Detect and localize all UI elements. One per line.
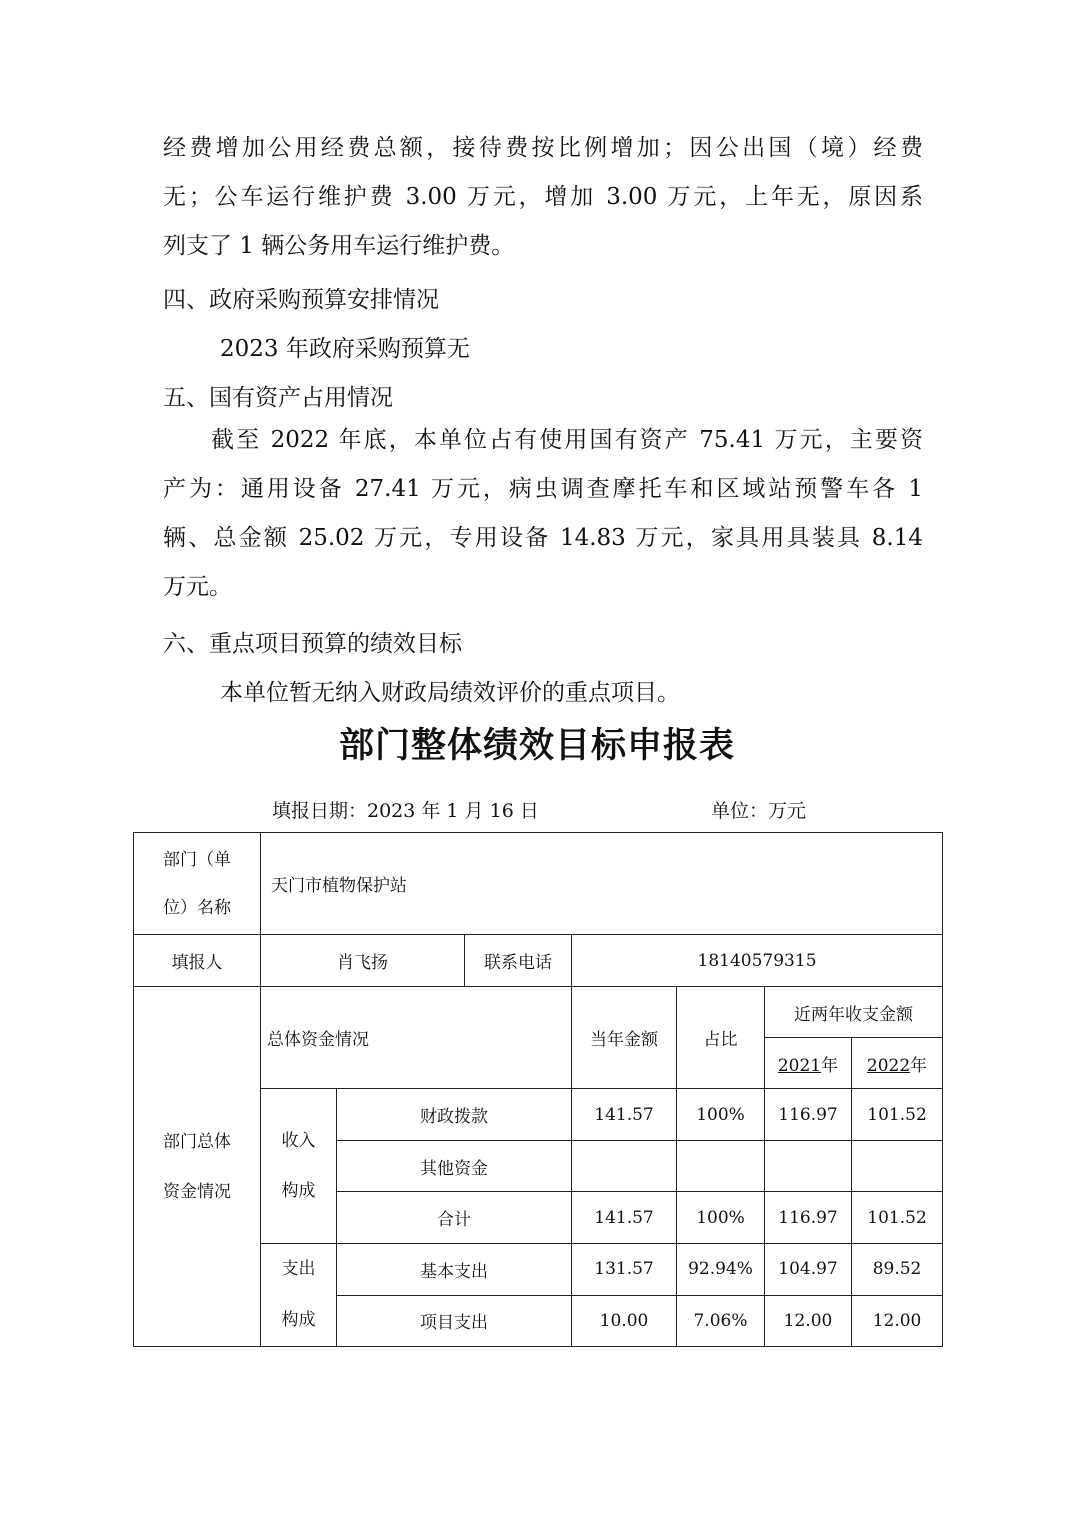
col-header-ratio: 占比 xyxy=(677,987,765,1089)
cell-current: 141.57 xyxy=(572,1192,677,1244)
row-label: 基本支出 xyxy=(337,1244,572,1296)
filler-label: 填报人 xyxy=(134,935,261,987)
row-label: 合计 xyxy=(337,1192,572,1244)
label-line: 位）名称 xyxy=(163,897,231,918)
year-suffix: 年 xyxy=(910,1055,928,1076)
cell-2022: 12.00 xyxy=(852,1295,943,1347)
section-heading-assets: 五、国有资产占用情况 xyxy=(163,385,393,411)
row-label: 项目支出 xyxy=(337,1295,572,1347)
cell-2022: 101.52 xyxy=(852,1089,943,1141)
label-line: 构成 xyxy=(281,1310,316,1330)
cell-ratio: 100% xyxy=(677,1192,765,1244)
col-header-2021 xyxy=(765,1038,852,1089)
paragraph-assets xyxy=(163,416,923,612)
cell-2022: 101.52 xyxy=(852,1192,943,1244)
performance-form-table xyxy=(133,832,943,1347)
income-label xyxy=(261,1089,337,1244)
col-header-recent: 近两年收支金额 xyxy=(765,987,943,1038)
year-2022: 2022 xyxy=(866,1055,911,1076)
cell-2021: 104.97 xyxy=(765,1244,852,1296)
table-row xyxy=(134,987,943,1038)
unit-label: 单位：万元 xyxy=(711,800,807,822)
label-line: 构成 xyxy=(281,1181,316,1201)
year-suffix: 年 xyxy=(821,1055,839,1076)
text-line: 万元。 xyxy=(163,574,232,600)
text-line: 经费增加公用经费总额，接待费按比例增加；因公出国（境）经费 xyxy=(163,135,923,161)
cell-ratio: 100% xyxy=(677,1089,765,1141)
paragraph-public-funds xyxy=(163,124,923,271)
cell-current: 131.57 xyxy=(572,1244,677,1296)
cell-2022 xyxy=(852,1141,943,1192)
paragraph-procurement: 2023 年政府采购预算无 xyxy=(220,336,470,362)
phone-value: 18140579315 xyxy=(572,935,943,987)
label-line: 部门总体 xyxy=(163,1131,231,1152)
phone-label: 联系电话 xyxy=(465,935,572,987)
expense-label xyxy=(261,1244,337,1347)
form-title: 部门整体绩效目标申报表 xyxy=(338,726,735,766)
year-2021: 2021 xyxy=(777,1055,822,1076)
col-header-2022 xyxy=(852,1038,943,1089)
cell-current: 10.00 xyxy=(572,1295,677,1347)
cell-2021: 12.00 xyxy=(765,1295,852,1347)
cell-2021 xyxy=(765,1141,852,1192)
fill-date: 填报日期：2023 年 1 月 16 日 xyxy=(272,800,539,822)
section-label xyxy=(134,987,261,1347)
dept-name-label xyxy=(134,833,261,935)
overall-funds-label: 总体资金情况 xyxy=(261,987,572,1089)
dept-name-value: 天门市植物保护站 xyxy=(261,833,943,935)
section-heading-procurement: 四、政府采购预算安排情况 xyxy=(163,287,439,313)
label-line: 收入 xyxy=(281,1131,316,1151)
label-line: 资金情况 xyxy=(163,1181,231,1202)
text-line: 产为：通用设备 27.41 万元，病虫调查摩托车和区域站预警车各 1 xyxy=(163,476,923,502)
filler-name: 肖飞扬 xyxy=(261,935,465,987)
paragraph-key-projects: 本单位暂无纳入财政局绩效评价的重点项目。 xyxy=(220,680,680,706)
table-row xyxy=(134,935,943,987)
cell-2021: 116.97 xyxy=(765,1089,852,1141)
col-header-current: 当年金额 xyxy=(572,987,677,1089)
cell-ratio xyxy=(677,1141,765,1192)
text-line: 列支了 1 辆公务用车运行维护费。 xyxy=(163,233,515,259)
text-line: 截至 2022 年底，本单位占有使用国有资产 75.41 万元，主要资 xyxy=(211,427,923,453)
row-label: 财政拨款 xyxy=(337,1089,572,1141)
cell-current xyxy=(572,1141,677,1192)
cell-ratio: 92.94% xyxy=(677,1244,765,1296)
label-line: 支出 xyxy=(281,1259,316,1279)
table-row xyxy=(134,833,943,935)
text-line: 辆、总金额 25.02 万元，专用设备 14.83 万元，家具用具装具 8.14 xyxy=(163,525,923,551)
text-line: 无；公车运行维护费 3.00 万元，增加 3.00 万元，上年无，原因系 xyxy=(163,184,923,210)
section-heading-key-projects: 六、重点项目预算的绩效目标 xyxy=(163,631,462,657)
cell-current: 141.57 xyxy=(572,1089,677,1141)
cell-2022: 89.52 xyxy=(852,1244,943,1296)
cell-ratio: 7.06% xyxy=(677,1295,765,1347)
cell-2021: 116.97 xyxy=(765,1192,852,1244)
label-line: 部门（单 xyxy=(163,849,231,870)
row-label: 其他资金 xyxy=(337,1141,572,1192)
